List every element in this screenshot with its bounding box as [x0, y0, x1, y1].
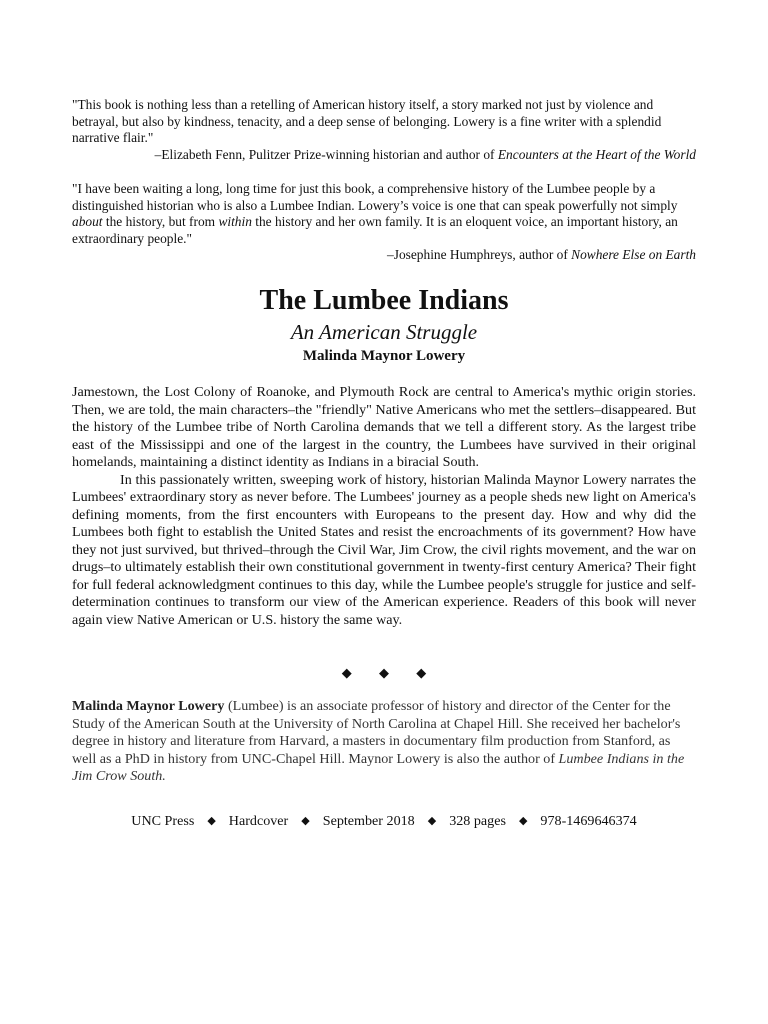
- quote-humphreys-text-b: the history, but from: [102, 214, 219, 230]
- bio-author-name: Malinda Maynor Lowery: [72, 698, 225, 714]
- book-subtitle: An American Struggle: [290, 320, 478, 344]
- diamond-separator-icon: ◆: [301, 815, 310, 827]
- diamond-separator-icon: ◆: [207, 815, 216, 827]
- quote-humphreys: [72, 181, 696, 264]
- quote-humphreys-text-c: the history and her own family. It is an eloquent voice, an important history, an extraordinary people.": [72, 214, 678, 246]
- attribution-humphreys-work: Nowhere Else on Earth: [571, 247, 696, 263]
- book-title: The Lumbee Indians: [259, 285, 509, 316]
- book-description: [72, 384, 696, 629]
- quote-fenn: [72, 97, 696, 163]
- ornament-divider: ◆ ◆ ◆: [341, 665, 427, 680]
- bio-book-title: Lumbee Indians in the Jim Crow South.: [72, 750, 685, 784]
- bio-text: (Lumbee) is an associate professor of history and director of the Center for the Study of the American South at the University of North Carolina at Chapel Hill. She received her bachelor's degree in history and literature from Harvard, a masters in documentary film production from Stanford, as well as a PhD in history from UNC-Chapel Hill. Maynor Lowery is also the author of: [72, 698, 681, 767]
- attribution-humphreys-prefix: –Josephine Humphreys, author of: [387, 247, 572, 263]
- quote-humphreys-text-a: "I have been waiting a long, long time for just this book, a comprehensive history of the Lumbee people by a distinguished historian who is also a Lumbee Indian. Lowery’s voice is one that can speak powerfully not simply: [72, 181, 678, 213]
- diamond-separator-icon: ◆: [427, 815, 437, 827]
- quote-humphreys-em-within: within: [218, 214, 252, 230]
- publication-date: September 2018: [322, 813, 415, 829]
- quote-humphreys-attribution: [72, 247, 696, 264]
- attribution-fenn-work: Encounters at the Heart of the World: [497, 146, 696, 162]
- page-count: 328 pages: [449, 813, 506, 829]
- quote-humphreys-em-about: about: [72, 214, 103, 230]
- book-author: Malinda Maynor Lowery: [302, 348, 466, 364]
- author-bio: [72, 698, 696, 786]
- description-paragraph-2: In this passionately written, sweeping work of history, historian Malinda Maynor Lowery narrates the Lumbees' extraordinary story as never before. The Lumbees' journey as a people sheds new light on America's defining moments, from the first encounters with Europeans to the present day. How and why did the Lumbees both fight to establish the United States and resist the encroachments of its government? How have they not just survived, but thrived–through the Civil War, Jim Crow, the civil rights movement, and the war on drugs–to ultimately establish their own constitutional government in twenty-first century America? Their fight for full federal acknowledgment continues to this day, while the Lumbee people's struggle for justice and self-determination continues to transform our view of the American experience. Readers of this book will never again view Native American or U.S. history the same way.: [72, 471, 696, 628]
- diamond-separator-icon: ◆: [518, 815, 528, 827]
- quote-fenn-attribution: [72, 147, 696, 164]
- publisher: UNC Press: [131, 813, 195, 829]
- attribution-fenn-prefix: –Elizabeth Fenn, Pulitzer Prize-winning historian and author of: [154, 146, 498, 162]
- publication-info: [72, 811, 696, 831]
- description-paragraph-1: Jamestown, the Lost Colony of Roanoke, and Plymouth Rock are central to America's mythic origin stories. Then, we are told, the main characters–the "friendly" Native Americans who met the settlers–disappeared. But the history of the Lumbee tribe of North Carolina demands that we tell a different story. As the largest tribe east of the Mississippi and one of the largest in the country, the Lumbees have survived in their original homelands, maintaining a distinct identity as Indians in a biracial South.: [72, 384, 696, 470]
- quote-humphreys-text: [72, 181, 696, 247]
- format: Hardcover: [228, 813, 289, 829]
- isbn: 978-1469646374: [540, 813, 637, 829]
- quote-fenn-text: "This book is nothing less than a retelling of American history itself, a story marked not just by violence and betrayal, but also by kindness, tenacity, and a deep sense of belonging. Lowery is a fine writer with a splendid narrative flair.": [72, 97, 662, 146]
